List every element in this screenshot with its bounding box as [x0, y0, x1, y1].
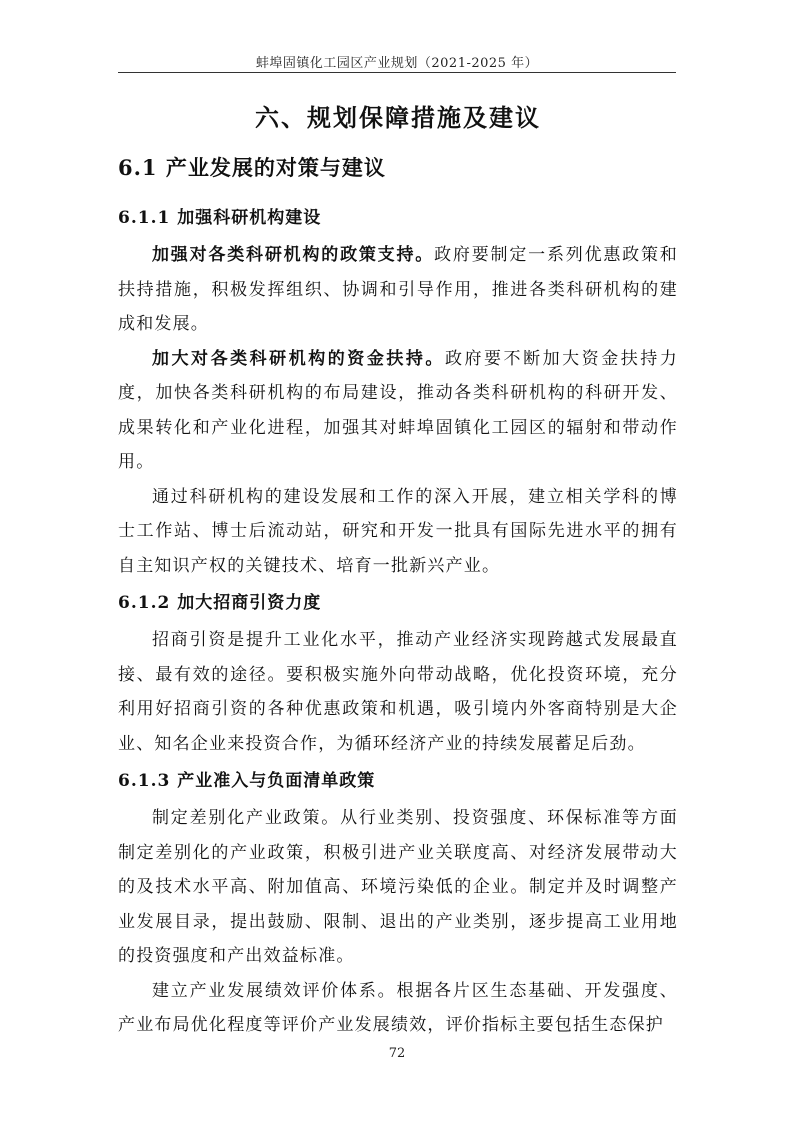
paragraph-text: 政府要制定一系列优惠政策和扶持措施，积极发挥组织、协调和引导作用，推进各类科研机构的建成和发展。 — [118, 245, 678, 334]
section-title: 6.1 产业发展的对策与建议 — [118, 155, 386, 180]
paragraph-text: 通过科研机构的建设发展和工作的深入开展，建立相关学科的博士工作站、博士后流动站，研究和开发一批具有国际先进水平的拥有自主知识产权的关键技术、培育一批新兴产业。 — [118, 486, 678, 576]
paragraph — [118, 623, 678, 761]
paragraph-text: 建立产业发展绩效评价体系。根据各片区生态基础、开发强度、产业布局优化程度等评价产业发展绩效，评价指标主要包括生态保护 — [118, 980, 678, 1035]
running-header: 蚌埠固镇化工园区产业规划（2021-2025 年） — [255, 56, 539, 71]
page-content — [118, 96, 678, 1043]
paragraph-text: 招商引资是提升工业化水平，推动产业经济实现跨越式发展最直接、最有效的途径。要积极实施外向带动战略，优化投资环境，充分利用好招商引资的各种优惠政策和机遇，吸引境内外客商特别是大企业、知名企业来投资合作，为循环经济产业的持续发展蓄足后劲。 — [118, 630, 678, 754]
chapter-title: 六、规划保障措施及建议 — [255, 103, 541, 132]
paragraph — [118, 480, 678, 584]
paragraph-text: 制定差别化产业政策。从行业类别、投资强度、环保标准等方面制定差别化的产业政策，积极引进产业关联度高、对经济发展带动大的及技术水平高、附加值高、环境污染低的企业。制定并及时调整产业发展目录，提出鼓励、限制、退出的产业类别，逐步提高工业用地的投资强度和产出效益标准。 — [118, 808, 678, 966]
page-number: 72 — [388, 1046, 406, 1061]
header-rule — [118, 72, 676, 73]
paragraph — [118, 238, 678, 342]
subsection-title: 6.1.3 产业准入与负面清单政策 — [118, 771, 376, 791]
paragraph-lead: 加大对各类科研机构的资金扶持。 — [152, 348, 445, 369]
paragraph-lead: 加强对各类科研机构的政策支持。 — [152, 245, 435, 265]
subsection-title: 6.1.1 加强科研机构建设 — [118, 208, 322, 228]
paragraph — [118, 801, 678, 974]
paragraph-text: 政府要不断加大资金扶持力度，加快各类科研机构的布局建设，推动各类科研机构的科研开发、成果转化和产业化进程，加强其对蚌埠固镇化工园区的辐射和带动作用。 — [118, 348, 679, 472]
paragraph — [118, 342, 678, 480]
subsection-title: 6.1.2 加大招商引资力度 — [118, 593, 322, 613]
paragraph — [118, 974, 678, 1043]
